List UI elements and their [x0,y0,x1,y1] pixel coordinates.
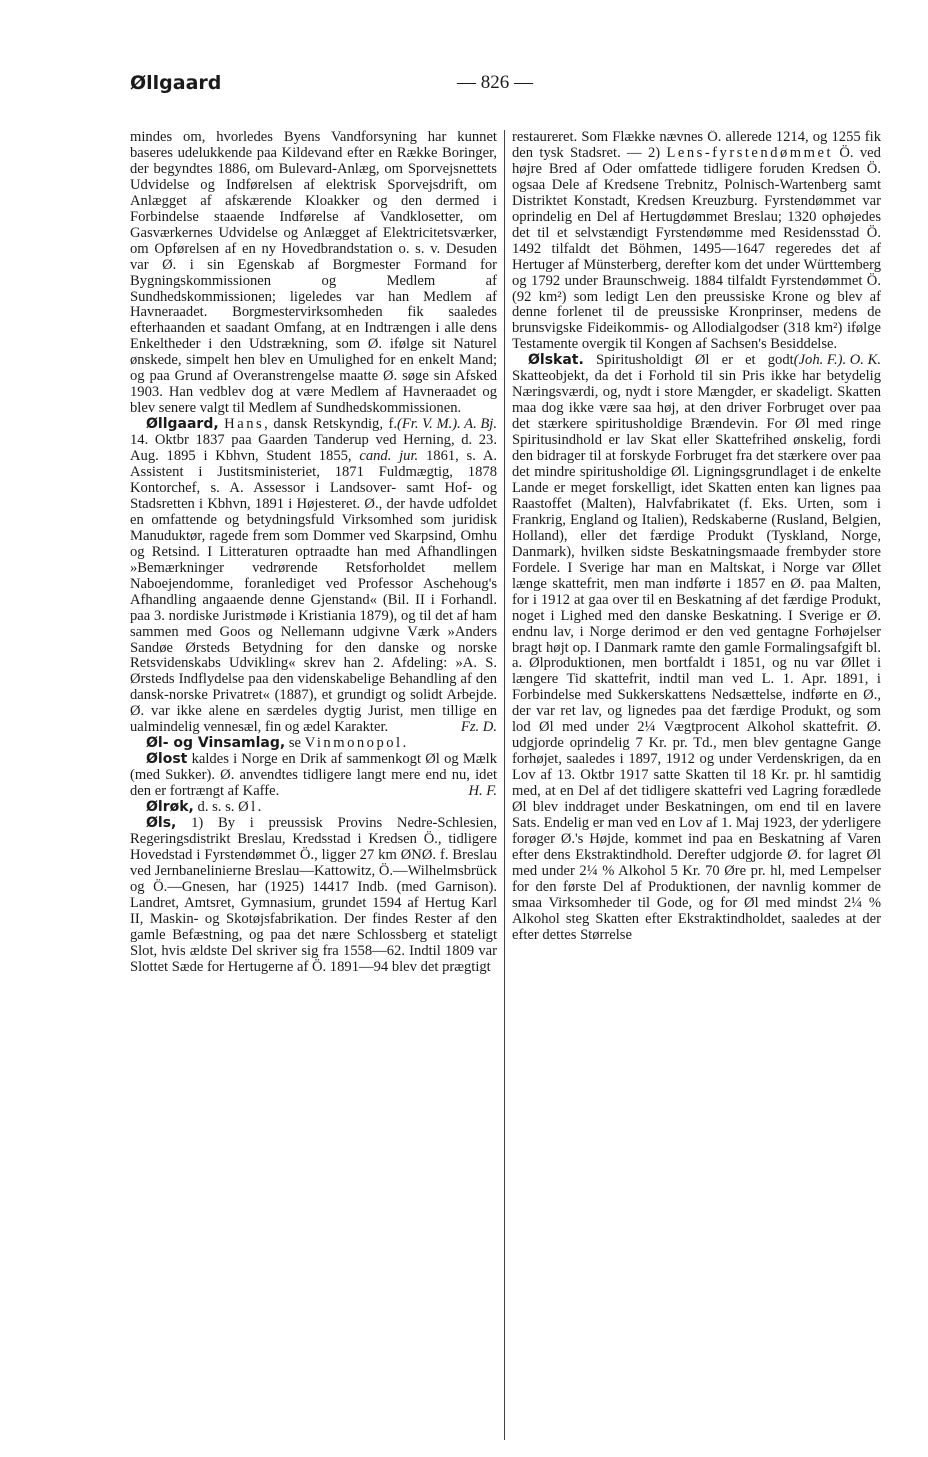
author-signature: H. F. [468,783,497,800]
cross-reference: Øl. [238,799,264,816]
entry-text: restaureret. Som Flække nævnes Ö. allerede 1214, og 1255 fik den tysk Stadsret. — 2) [512,130,881,161]
entry-ol-og-vinsamlag [130,736,497,752]
entry-text: 1861, s. A. Assistent i Justitsministeriet, 1871 Fuldmægtig, 1878 Kontorchef, s. A. Assessor i Landsover- samt Hof- og Stadsretten i Kbhvn, 1891 i Højesteret. Ø., der havde udfoldet en omfattende og betydningsfuld Virksomhed som juridisk Manuduktør, ragede frem som Dommer ved Skarpsind, Omhu og Retsind. I Litteraturen optraadte han med Afhandlingen »Bemærkninger vedrørende Retsforholdet mellem Naboejendomme, foranlediget ved Professor Aschehoug's Afhandling angaaende denne Gjenstand« (Bil. II i Forhandl. paa 3. nordiske Juristmøde i Kristiania 1879), og til det af ham sammen med Goos og Nellemann udgivne Værk »Anders Sandøe Ørsteds Betydning for den danske og norske Retsvidenskabs Udvikling« skrev han 2. Afdeling: »A. S. Ørsteds Indflydelse paa den videnskabelige Behandling af den dansk-norske Privatret« (1887), et grundigt og solidt Arbejde. Ø. var ikke alene en særdeles dygtig Jurist, men tillige en ualmindelig vennesæl, fin og ædel Karakter. [130,448,497,736]
entry-olrok [130,800,497,816]
entry-olskat [512,353,881,943]
author-signature: Fz. D. [460,719,497,736]
page-header [130,72,880,108]
page-number: — 826 — [457,72,533,93]
left-column [130,130,497,1450]
column-divider [504,130,505,1440]
entry-headword: Øl- og Vinsamlag, [146,735,286,752]
entry-text: , dansk Retskyndig, f. 14. Oktbr 1837 paa Gaarden Tanderup ved Herning, d. 23. Aug. 1895 i Kbhvn, Student 1855, [130,416,497,465]
entry-headword: Ølskat. [528,352,584,369]
entry-ollgaard-hans [130,417,497,736]
entry-ols [130,816,497,976]
entry-person-name: Hans [224,416,265,433]
running-head: Øllgaard [130,72,222,94]
entry-headword: Øllgaard, [146,416,219,433]
right-column [512,130,881,1450]
entry-olost [130,752,497,800]
entry-text: mindes om, hvorledes Byens Vandforsyning har kunnet baseres udelukkende paa Kildevand efter en Række Boringer, der begyndtes 1886, om Bulevard-Anlæg, om Sporvejsnettets Udvidelse og Indførelsen af elektrisk Sporvejsdrift, om Anlægget af afskærende Kloakker og den dermed i Forbindelse staaende Indførelse af Vandklosetter, om Gasværkernes Udvidelse og Anlægget af Elektricitetsværker, om Opførelsen af en ny Hovedbrandstation o. s. v. Desuden var Ø. i sin Egenskab af Borgmester Formand for Bygningskommissionen og Medlem af Sundhedskommissionen; ligeledes var han Medlem af Havneraadet. Borgmestervirksomheden fik saaledes efterhaanden et saadant Omfang, at en Indtrængen i alle dens Enkeltheder i den Udstrækning, som Ø. ifølge sit Naturel ønskede, simpelt hen blev en Umulighed for en enkelt Mand; og paa Grund af Overanstrengelse maatte Ø. søge sin Afsked 1903. Han vedblev dog at være Medlem af Havneraadet og blev senere valgt til Medlem af Sundhedskommissionen. [130,130,497,417]
author-signature: (Fr. V. M.). A. Bj. [397,416,497,433]
entry-term: Lens-fyrstendømmet [666,144,834,161]
entry-text: 1) By i preussisk Provins Nedre-Schlesien, Regeringsdistrikt Breslau, Kredsstad i Kredsen Ö., tidligere Hovedstad i Fyrstendømmet Ö., ligger 27 km ØNØ. f. Breslau ved Jernbanelinierne Breslau—Kattowitz, Ö.—Wilhelmsbrück og Ö.—Gnesen, har (1925) 14417 Indb. (med Garnison). Landret, Amtsret, Gymnasium, grundet 1594 af Hertug Karl II, Maskin- og Skotøjsfabrikation. Der findes Rester af den gamle Befæstning, og paa det nære Schlossberg et stateligt Slot, hvis ældste Del skriver sig fra 1558—62. Indtil 1809 var Slottet Sæde for Hertugerne af Ö. 1891—94 blev det prægtigt [130,814,497,975]
entry-headword: Ølost [146,751,188,768]
entry-text: Ö. ved højre Bred af Oder omfattede tidligere foruden Kredsen Ö. ogsaa Dele af Kredsene Trebnitz, Polnisch-Wartenberg samt Distriktet Konstadt, Kredsen Kreuzburg. Fyrstendømmet var oprindelig en Del af Hertugdømmet Breslau; 1320 ophøjedes det til et selvstændigt Fyrstendømme med Residensstad Ö. 1492 tilfaldt det Böhmen, 1495—1647 regeredes det af Hertuger af Münsterberg, derefter kom det under Württemberg og 1792 under Braunschweig. 1884 tilfaldt Fyrstendømmet Ö. (92 km²) som ledigt Len den preussiske Krone og blev af denne forlenet til de preussiske Kronprinser, medens de brunsvigske Fideikommis- og Allodialgodser (318 km²) ifølge Testamente overgik til Kongen af Sachsen's Besiddelse. [512,144,881,353]
entry-headword: Øls, [146,814,177,831]
entry-headword: Ølrøk, [146,799,194,816]
entry-text: Spiritusholdigt Øl er et godt Skatteobjekt, da det i Forhold til sin Pris ikke har betydelig Næringsværdi, og, nydt i store Mængder, er skadeligt. Skatten maa dog ikke være saa høj, at den driver Forbruget over paa det stærkere spiritusholdige Brændevin. For Øl med ringe Spiritusindhold er lav Skat eller Skattefrihed ønskelig, fordi den bidrager til at forskyde Forbruget fra det stærkere over paa det mindre spiritusholdige Øl. Ligningsgrundlaget i de enkelte Lande er meget forskelligt, idet Skatten enten kan lignes paa Raastoffet (Malten), Halvfabrikatet (f. Eks. Urten, som i Frankrig, England og Italien), Redskaberne (Rusland, Belgien, Holland), eller det færdige Produkt (Tyskland, Norge, Danmark), hvilken sidste Beskatningsmaade frembyder store Fordele. I Sverige har man en Maltskat, i Norge var Øllet længe skattefrit, men man indførte i 1857 en Ø. paa Malten, for i 1912 at gaa over til en Beskatning af det færdige Produkt, noget i Lighed med den danske Beskatning. I Sverige er Ø. endnu lav, i Norge derimod er den ved gentagne Forhøjelser bragt højt op. I Danmark ramte den gamle Formalingsafgift bl. a. Ølproduktionen, men bortfaldt i 1851, og nu var Øllet i længere Tid skattefrit, indtil man ved L. 1. Apr. 1891, i Forbindelse med Sukkerskattens Nedsættelse, indførte en Ø., der var ret lav, og lignedes paa det færdige Produkt, og som lod Øl med under 2¼ Vægtprocent Alkohol skattefrit. Ø. udgjorde oprindelig 7 Kr. pr. Td., men blev gentagne Gange forhøjet, saaledes i 1897, 1912 og under Verdenskrigen, da en Lov af 13. Oktbr 1917 satte Skatten til 18 Kr. pr. hl samtidig med, at en Del af det tidligere skattefri ved Lagring forædlede Øl blev inddraget under Beskatningen, om end til en lavere Sats. Endelig er man ved en Lov af 1. Maj 1923, der yderligere forøger Ø.'s Højde, kommet ind paa en Beskatning af Varen efter dens Ekstraktindhold. Derefter udgjorde Ø. for lagret Øl med under 2¼ % Alkohol 5 Kr. 70 Øre pr. hl, med Lempelser for den første Del af Produktionen, der navnlig kommer de smaa Virksomheder til Gode, og for Øl med mindst 2¼ % Alkohol steg Skatten efter Ekstraktindholdet, saaledes at der efter dettes Størrelse [512,352,881,943]
author-signature: (Joh. F.). O. K. [793,352,881,369]
cross-reference: Vinmonopol. [304,735,409,752]
entry-text: se [288,735,302,752]
entry-text: kaldes i Norge en Drik af sammenkogt Øl og Mælk (med Sukker). Ø. anvendtes tidligere langt mere end nu, idet den er fortrængt af Kaffe. [130,751,497,800]
entry-degree: cand. jur. [359,448,419,465]
entry-text: d. s. s. [197,799,235,816]
